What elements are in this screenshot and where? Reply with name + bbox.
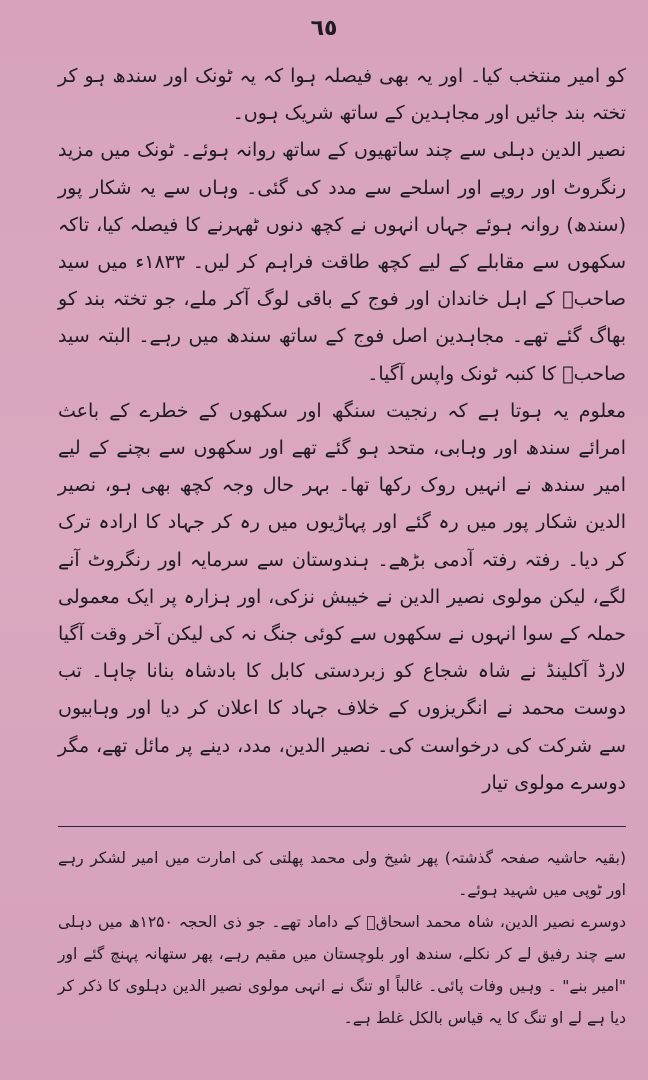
footnote-2: دوسرے نصیر الدین، شاہ محمد اسحاقؒ کے داماد تھے۔ جو ذی الحجہ ۱۲۵۰ھ میں دہلی سے چند رفیق لے کر نکلے، سندھ اور بلوچستان میں مقیم رہے، پھر ستھانہ پہنچ گئے اور "امیر بنے" ۔ وہیں وفات پائی۔ غالباً او تنگ نے انہی مولوی نصیر الدین دہلوی کا ذکر کر دیا ہے لے او تنگ کا یہ قیاس بالکل غلط ہے۔ <box>58 913 626 1027</box>
footnote-1: (بقیہ حاشیہ صفحہ گذشتہ) پھر شیخ ولی محمد پھلتی کی امارت میں امیر لشکر رہے اور ٹوپی میں شہید ہوئے۔ <box>58 849 626 899</box>
paragraph-1: کو امیر منتخب کیا۔ اور یہ بھی فیصلہ ہوا کہ یہ ٹونک اور سندھ ہو کر تختہ بند جائیں اور مجاہدین کے ساتھ شریک ہوں۔ <box>58 65 626 125</box>
footnotes <box>58 842 626 1034</box>
paragraph-3: معلوم یہ ہوتا ہے کہ رنجیت سنگھ اور سکھوں کے خطرے کے باعث امرائے سندھ اور وہابی، متحد ہو گئے تھے اور سکھوں سے بچنے کے لیے امیر سندھ نے انہیں روک رکھا تھا۔ بہر حال وجہ کچھ بھی ہو، نصیر الدین شکار پور میں رہ گئے اور پہاڑیوں میں رہ کر جہاد کا ارادہ ترک کر دیا۔ رفتہ رفتہ آدمی بڑھے۔ ہندوستان سے سرمایہ اور رنگروٹ آنے لگے، لیکن مولوی نصیر الدین نے خیبش نزکی، اور ہزارہ پر ایک معمولی حملہ کے سوا انہوں نے سکھوں سے کوئی جنگ نہ کی لیکن آخر وقت آگیا لارڈ آکلینڈ نے شاہ شجاع کو زبردستی کابل کا بادشاہ بنانا چاہا۔ تب دوست محمد نے انگریزوں کے خلاف جہاد کا اعلان کر دیا اور وہابیوں سے شرکت کی درخواست کی۔ نصیر الدین، مدد، دینے پر مائل تھے، مگر دوسرے مولوی تیار <box>58 399 626 794</box>
paragraph-2: نصیر الدین دہلی سے چند ساتھیوں کے ساتھ روانہ ہوئے۔ ٹونک میں مزید رنگروٹ اور روپے اور اسلحے سے مدد کی گئی۔ وہاں سے یہ شکار پور (سندھ) روانہ ہوئے جہاں انہوں نے کچھ دنوں ٹھہرنے کا فیصلہ کیا، تاکہ سکھوں سے مقابلے کے لیے کچھ طاقت فراہم کر لیں۔ ۱۸۳۳ء میں سید صاحبؒ کے اہل خاندان اور فوج کے باقی لوگ آکر ملے، جو تختہ بند کو بھاگ گئے تھے۔ مجاہدین اصل فوج کے ساتھ سندھ میں رہے۔ البتہ سید صاحبؒ کا کنبہ ٹونک واپس آگیا۔ <box>58 139 626 385</box>
page-number: ٦٥ <box>310 16 338 41</box>
body-text <box>58 58 626 802</box>
footnote-divider <box>58 826 626 827</box>
